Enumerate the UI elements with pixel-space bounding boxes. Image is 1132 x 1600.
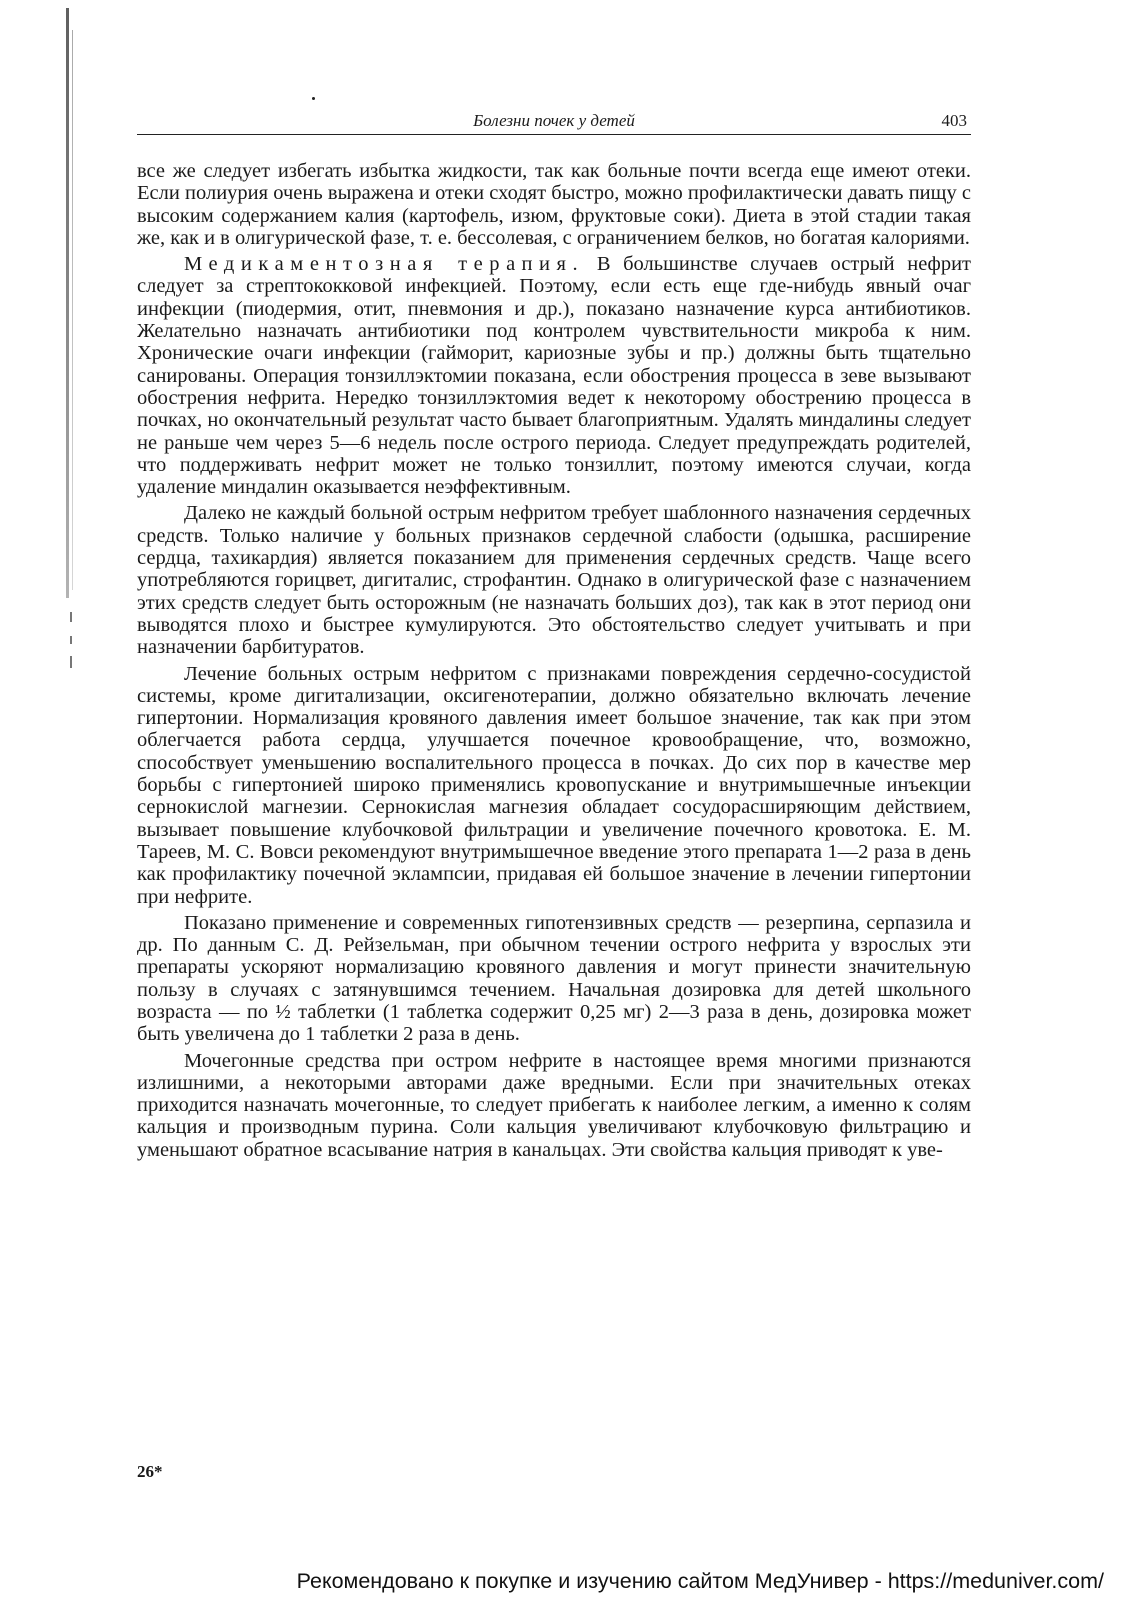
scan-edge-shadow-faint: [72, 30, 73, 590]
paragraph-text: В большинстве случаев острый нефрит следует за стрептококковой инфекцией. Поэтому, если есть еще где-нибудь явный очаг инфекции (пиодермия, отит, пневмония и др.), показано назначение курса антибиотиков. Желательно назначать антибиотики под контролем чувствительности микроба к ним. Хронические очаги инфекции (гайморит, кариозные зубы и пр.) должны быть тщательно санированы. Операция тонзиллэктомии показана, если обострения процесса в зеве вызывают обострения нефрита. Нередко тонзиллэктомия ведет к некоторому обострению процесса в почках, но окончательный результат часто бывает благоприятным. Удалять миндалины следует не раньше чем через 5—6 недель после острого периода. Следует предупреждать родителей, что поддерживать нефрит может не только тонзиллит, поэтому имеются случаи, когда удаление миндалин оказывается неэффективным.: [137, 253, 972, 499]
running-title: Болезни почек у детей: [473, 111, 635, 130]
scan-speck: [70, 656, 72, 668]
paragraph: все же следует избегать избытка жидкости, так как больные почти всегда еще имеют отеки. Если полиурия очень выражена и отеки сходят быстро, можно профилактически давать пищу с высоким содержанием калия (картофель, изюм, фруктовые соки). Диета в этой стадии такая же, как и в олигурической фазе, т. е. бессолевая, с ограничением белков, но богатая калориями.: [137, 160, 971, 249]
scan-speck: [70, 612, 72, 622]
body-text: [137, 160, 971, 1165]
paragraph: Мочегонные средства при остром нефрите в настоящее время многими признаются излишними, а некоторыми авторами даже вредными. Если при значительных отеках приходится назначать мочегонные, то следует прибегать к наиболее легким, а именно к солям кальция и производным пурина. Соли кальция увеличивают клубочковую фильтрацию и уменьшают обратное всасывание натрия в канальцах. Эти свойства кальция приводят к уве-: [137, 1049, 971, 1161]
page-number: 403: [941, 111, 967, 130]
watermark-link-text: Рекомендовано к покупке и изучению сайтом МедУнивер - https://meduniver.com/: [296, 1569, 1104, 1593]
scan-edge-shadow: [66, 8, 69, 598]
paragraph: Лечение больных острым нефритом с признаками повреждения сердечно-сосудистой системы, кроме дигитализации, оксигенотерапии, должно обязательно включать лечение гипертонии. Нормализация кровяного давления имеет большое значение, так как при этом облегчается работа сердца, улучшается почечное кровообращение, что, возможно, способствует уменьшению воспалительного процесса в почках. До сих пор в качестве мер борьбы с гипертонией широко применялись кровопускание и внутримышечные инъекции сернокислой магнезии. Сернокислая магнезия обладает сосудорасширяющим действием, вызывает повышение клубочковой фильтрации и увеличение почечного кровотока. Е. М. Тареев, М. С. Вовси рекомендуют внутримышечное введение этого препарата 1—2 раза в день как профилактику почечной эклампсии, придавая ей большое значение в лечении гипертонии при нефрите.: [137, 662, 971, 908]
paragraph: Показано применение и современных гипотензивных средств — резерпина, серпазила и др. По данным С. Д. Рейзельман, при обычном течении острого нефрита у взрослых эти препараты ускоряют нормализацию кровяного давления и могут принести значительную пользу в случаях с затянувшимся течением. Начальная дозировка для детей школьного возраста — по ½ таблетки (1 таблетка содержит 0,25 мг) 2—3 раза в день, дозировка может быть увеличена до 1 таблетки 2 раза в день.: [137, 911, 971, 1046]
scan-speck: [70, 636, 72, 644]
paragraph: Далеко не каждый больной острым нефритом требует шаблонного назначения сердечных средств. Только наличие у больных признаков сердечной слабости (одышка, расширение сердца, тахикардия) является показанием для применения сердечных средств. Чаще всего употребляются горицвет, дигиталис, строфантин. Однако в олигурической фазе с назначением этих средств следует быть осторожным (не назначать больших доз), так как в этот период они выводятся плохо и быстрее кумулируются. Это обстоятельство следует учитывать и при назначении барбитуратов.: [137, 502, 971, 659]
signature-mark: 26*: [137, 1462, 163, 1481]
section-heading: Медикаментозная терапия.: [184, 253, 585, 276]
running-header: [137, 110, 971, 135]
scan-dot: [312, 97, 315, 100]
paragraph: [137, 253, 971, 498]
